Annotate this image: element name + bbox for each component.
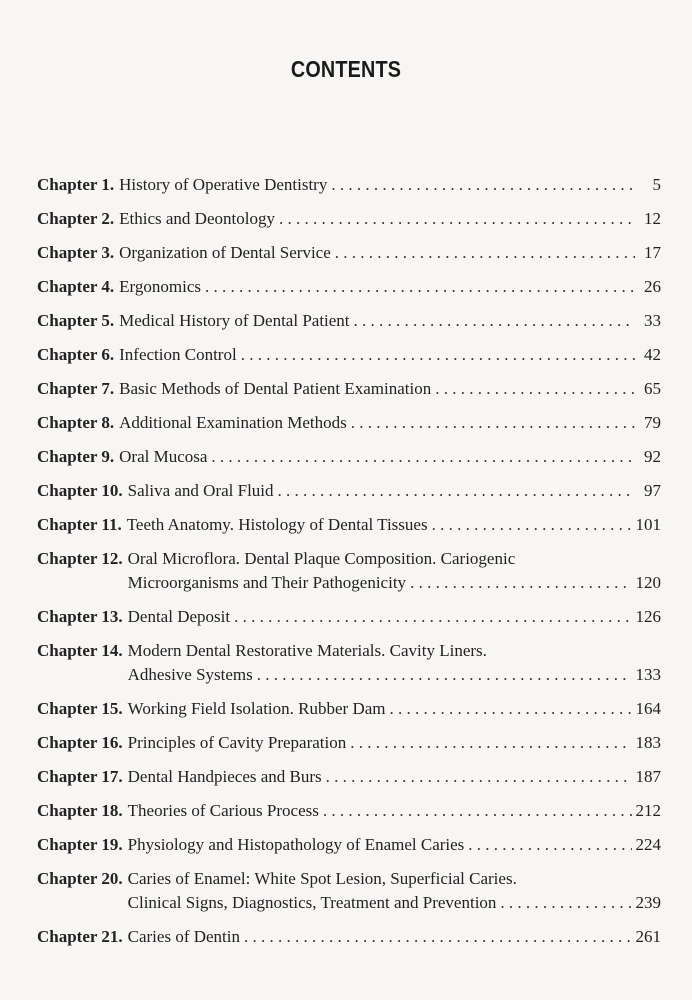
page-number: 17 [644,243,661,262]
chapter-title-line [128,925,661,949]
chapter-title: Ergonomics [119,277,201,296]
chapter-title-line [119,343,661,367]
chapter-title: Theories of Carious Process [127,801,319,820]
chapter-title: Adhesive Systems [127,665,253,684]
chapter-number: Chapter 21. [37,927,123,946]
chapter-number: Chapter 2. [37,209,115,228]
dot-leader [432,513,632,537]
chapter-title-line [127,513,661,537]
page-number: 133 [635,665,661,684]
chapter-title-line [128,731,661,755]
toc-entry [37,207,661,231]
dot-leader [435,377,635,401]
chapter-title-block [128,639,661,687]
chapter-number: Chapter 9. [37,447,115,466]
dot-leader [279,207,635,231]
toc-entry [37,697,661,721]
chapter-title-line [119,309,661,333]
chapter-title: Oral Microflora. Dental Plaque Composition. Cariogenic [127,549,516,568]
chapter-title: Working Field Isolation. Rubber Dam [127,699,386,718]
chapter-title-line [119,241,661,265]
chapter-title: Medical History of Dental Patient [119,311,350,330]
chapter-title: Physiology and Histopathology of Enamel Caries [127,835,465,854]
page-number: 164 [635,699,661,718]
chapter-title-line [128,479,661,503]
chapter-title-line [128,547,661,571]
chapter-title-block [128,799,661,823]
chapter-title-block [119,241,661,265]
page-number: 92 [644,447,661,466]
chapter-title-block [119,207,661,231]
dot-leader [500,891,631,915]
chapter-title-line [128,571,661,595]
toc-entry [37,799,661,823]
chapter-title-block [128,731,661,755]
chapter-title-line [128,891,661,915]
chapter-title-line [128,833,661,857]
page-number: 12 [644,209,661,228]
dot-leader [205,275,635,299]
chapter-title-line [128,765,661,789]
chapter-title: Caries of Dentin [127,927,240,946]
chapter-title-block [119,411,661,435]
chapter-title-line [119,411,661,435]
toc-entry [37,513,661,537]
page-number: 126 [635,607,661,626]
chapter-title-block [119,445,661,469]
toc-entry [37,765,661,789]
toc-entry [37,343,661,367]
page-number: 212 [635,801,661,820]
chapter-title-block [119,343,661,367]
chapter-title-line [119,445,661,469]
chapter-title: Dental Deposit [127,607,231,626]
chapter-number: Chapter 7. [37,379,115,398]
chapter-title: History of Operative Dentistry [119,175,328,194]
chapter-title-line [128,605,661,629]
page-number: 120 [635,573,661,592]
chapter-title-block [119,377,661,401]
chapter-title-line [128,867,661,891]
dot-leader [468,833,631,857]
toc-entry [37,377,661,401]
toc-entry [37,605,661,629]
page-number: 33 [644,311,661,330]
chapter-title: Oral Mucosa [119,447,208,466]
chapter-number: Chapter 19. [37,835,123,854]
page-number: 65 [644,379,661,398]
page-number: 224 [635,835,661,854]
dot-leader [241,343,635,367]
chapter-number: Chapter 8. [37,413,115,432]
dot-leader [410,571,631,595]
dot-leader [244,925,632,949]
toc-entry [37,867,661,915]
chapter-title-line [128,663,661,687]
chapter-number: Chapter 4. [37,277,115,296]
chapter-number: Chapter 3. [37,243,115,262]
dot-leader [234,605,631,629]
dot-leader [278,479,635,503]
chapter-number: Chapter 17. [37,767,123,786]
chapter-title-block [128,833,661,857]
toc-entry [37,411,661,435]
chapter-title: Infection Control [119,345,237,364]
chapter-title-block [128,765,661,789]
chapter-title-block [119,309,661,333]
toc-entry [37,731,661,755]
dot-leader [257,663,632,687]
toc-entry [37,547,661,595]
chapter-title-line [128,799,661,823]
page-number: 5 [652,175,661,194]
dot-leader [323,799,632,823]
dot-leader [335,241,635,265]
chapter-title-block [119,275,661,299]
dot-leader [390,697,632,721]
chapter-title: Teeth Anatomy. Histology of Dental Tissues [126,515,428,534]
chapter-number: Chapter 11. [37,515,122,534]
toc-entry [37,479,661,503]
chapter-title: Additional Examination Methods [119,413,347,432]
chapter-title-line [119,377,661,401]
chapter-number: Chapter 5. [37,311,115,330]
toc-entry [37,925,661,949]
chapter-title-block [128,547,661,595]
page-number: 187 [635,767,661,786]
dot-leader [351,411,635,435]
toc-entry [37,833,661,857]
chapter-title-line [119,275,661,299]
page-title: CONTENTS [290,56,402,82]
chapter-title-block [128,867,661,915]
chapter-title-block [128,697,661,721]
dot-leader [211,445,635,469]
chapter-number: Chapter 12. [37,549,123,568]
chapter-title: Saliva and Oral Fluid [127,481,274,500]
page-number: 42 [644,345,661,364]
chapter-number: Chapter 20. [37,869,123,888]
chapter-title-line [128,697,661,721]
chapter-number: Chapter 10. [37,481,123,500]
page-number: 26 [644,277,661,296]
page-number: 101 [635,515,661,534]
toc-entry [37,241,661,265]
chapter-title: Basic Methods of Dental Patient Examination [119,379,432,398]
chapter-title-block [127,513,661,537]
chapter-title: Clinical Signs, Diagnostics, Treatment and Prevention [127,893,497,912]
toc-entry [37,309,661,333]
page-number: 239 [635,893,661,912]
table-of-contents [37,173,661,959]
chapter-number: Chapter 1. [37,175,115,194]
chapter-title: Modern Dental Restorative Materials. Cavity Liners. [127,641,487,660]
chapter-title: Microorganisms and Their Pathogenicity [127,573,407,592]
dot-leader [354,309,635,333]
page-number: 79 [644,413,661,432]
chapter-number: Chapter 6. [37,345,115,364]
chapter-title: Dental Handpieces and Burs [127,767,322,786]
chapter-title: Caries of Enamel: White Spot Lesion, Superficial Caries. [127,869,517,888]
chapter-title-block [128,605,661,629]
page-number: 183 [635,733,661,752]
page-number: 97 [644,481,661,500]
page-number: 261 [635,927,661,946]
chapter-title-line [119,173,661,197]
chapter-title-line [119,207,661,231]
dot-leader [350,731,631,755]
chapter-title-block [128,479,661,503]
chapter-title-block [128,925,661,949]
chapter-number: Chapter 13. [37,607,123,626]
toc-entry [37,275,661,299]
dot-leader [331,173,635,197]
chapter-title: Organization of Dental Service [119,243,331,262]
chapter-number: Chapter 15. [37,699,123,718]
toc-entry [37,445,661,469]
chapter-title-block [119,173,661,197]
chapter-number: Chapter 18. [37,801,123,820]
chapter-number: Chapter 16. [37,733,123,752]
toc-entry [37,639,661,687]
chapter-title: Principles of Cavity Preparation [127,733,347,752]
chapter-title-line [128,639,661,663]
chapter-title: Ethics and Deontology [119,209,275,228]
toc-entry [37,173,661,197]
chapter-number: Chapter 14. [37,641,123,660]
dot-leader [326,765,632,789]
